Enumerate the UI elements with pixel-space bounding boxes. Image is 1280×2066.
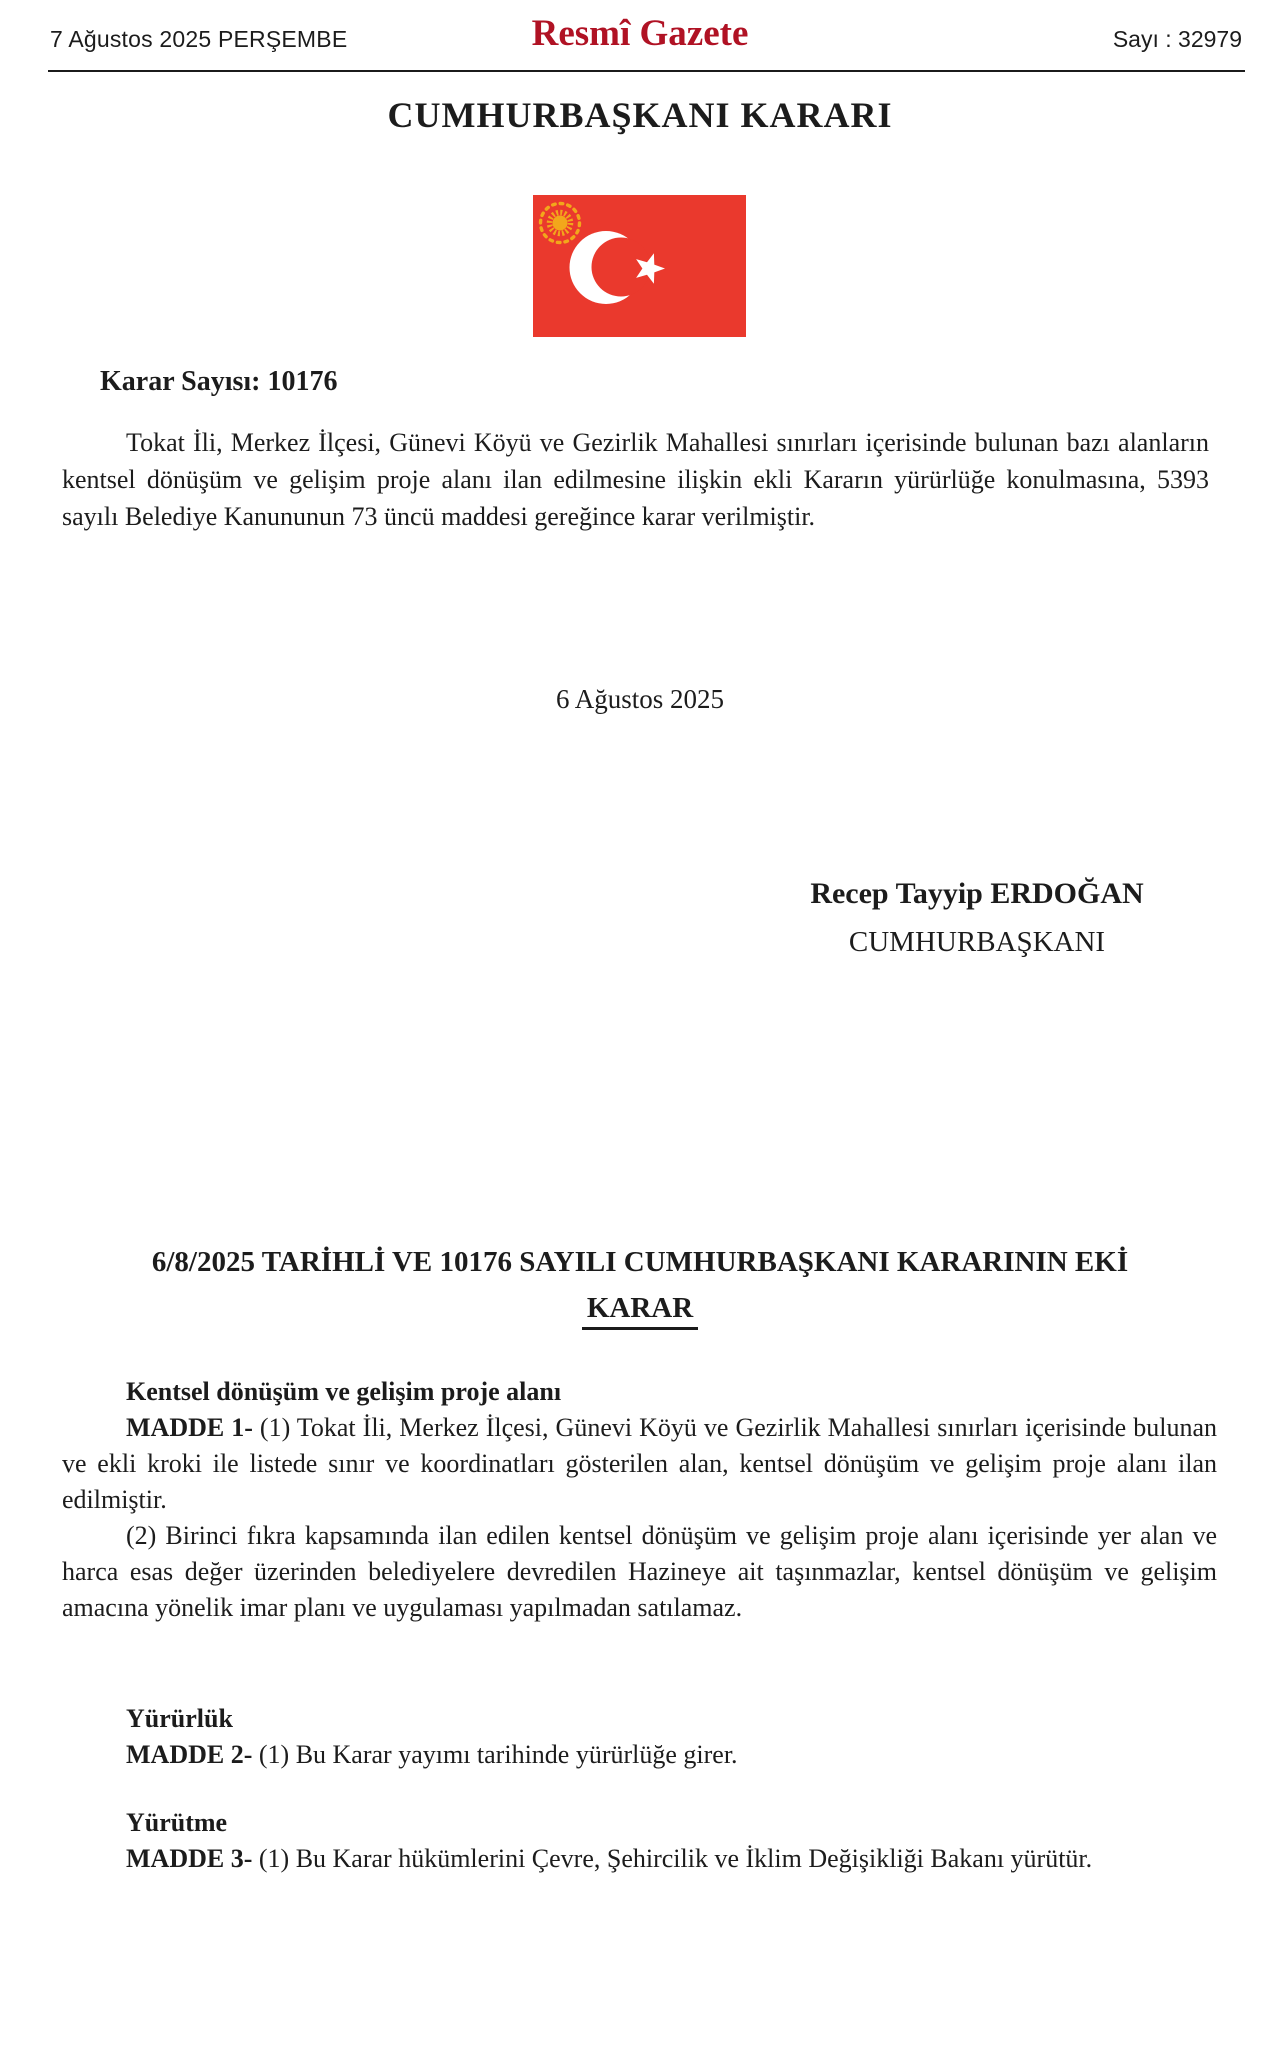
- decision-date: 6 Ağustos 2025: [555, 684, 725, 714]
- presidential-flag-image: [533, 195, 746, 337]
- article-3-clause-1: [62, 1841, 1217, 1877]
- preamble-paragraph: Tokat İli, Merkez İlçesi, Günevi Köyü ve Gezirlik Mahallesi sınırları içerisinde bulunan bazı alanların kentsel dönüşüm ve gelişim proje alanı ilan edilmesine ilişkin ekli Kararın yürürlüğe konulmasına, 5393 sayılı Belediye Kanununun 73 üncü maddesi gereğince karar verilmiştir.: [62, 428, 1209, 531]
- annex-subheading: KARAR: [582, 1292, 698, 1330]
- article-2-text: (1) Bu Karar yayımı tarihinde yürürlüğe girer.: [252, 1740, 738, 1769]
- annex-article-2-block: [62, 1701, 1217, 1773]
- document-title: CUMHURBAŞKANI KARARI: [387, 95, 893, 135]
- section-heading-3: Yürütme: [126, 1808, 228, 1837]
- issue-number: Sayı : 32979: [1112, 26, 1242, 52]
- article-1-text: (1) Tokat İli, Merkez İlçesi, Günevi Köyü ve Gezirlik Mahallesi sınırları içerisinde bulunan ve ekli kroki ile listede sınır ve koordinatları gösterilen alan, kentsel dönüşüm ve gelişim proje alanı ilan edilmiştir.: [62, 1413, 1217, 1514]
- annex-subheading-wrap: [0, 1292, 1280, 1330]
- signer-title: CUMHURBAŞKANI: [848, 926, 1106, 958]
- signature-block: [777, 876, 1177, 959]
- masthead-rule: [48, 70, 1245, 72]
- article-1-label: MADDE 1-: [126, 1413, 253, 1442]
- section-heading-1: Kentsel dönüşüm ve gelişim proje alanı: [126, 1377, 562, 1406]
- article-2-label: MADDE 2-: [126, 1740, 253, 1769]
- issue-date: 7 Ağustos 2025 PERŞEMBE: [50, 26, 348, 52]
- article-3-label: MADDE 3-: [126, 1844, 253, 1873]
- article-3-text: (1) Bu Karar hükümlerini Çevre, Şehircilik ve İklim Değişikliği Bakanı yürütür.: [252, 1844, 1093, 1873]
- signer-name: Recep Tayyip ERDOĞAN: [810, 877, 1144, 910]
- annex-article-3-block: [62, 1805, 1217, 1877]
- masthead-title: Resmî Gazete: [531, 13, 749, 54]
- annex-article-1-block: [62, 1374, 1217, 1626]
- annex-heading: 6/8/2025 TARİHLİ VE 10176 SAYILI CUMHURBAŞKANI KARARININ EKİ: [151, 1246, 1129, 1278]
- article-1-clause-1: [62, 1410, 1217, 1518]
- article-1-clause-2: (2) Birinci fıkra kapsamında ilan edilen kentsel dönüşüm ve gelişim proje alanı içerisinde yer alan ve harca esas değer üzerinden belediyelere devredilen Hazineye ait taşınmazlar, kentsel dönüşüm ve gelişim amacına yönelik imar planı ve uygulaması yapılmadan satılamaz.: [62, 1521, 1217, 1622]
- section-heading-2: Yürürlük: [126, 1704, 233, 1733]
- decision-number: Karar Sayısı: 10176: [100, 366, 338, 397]
- article-2-clause-1: [62, 1737, 1217, 1773]
